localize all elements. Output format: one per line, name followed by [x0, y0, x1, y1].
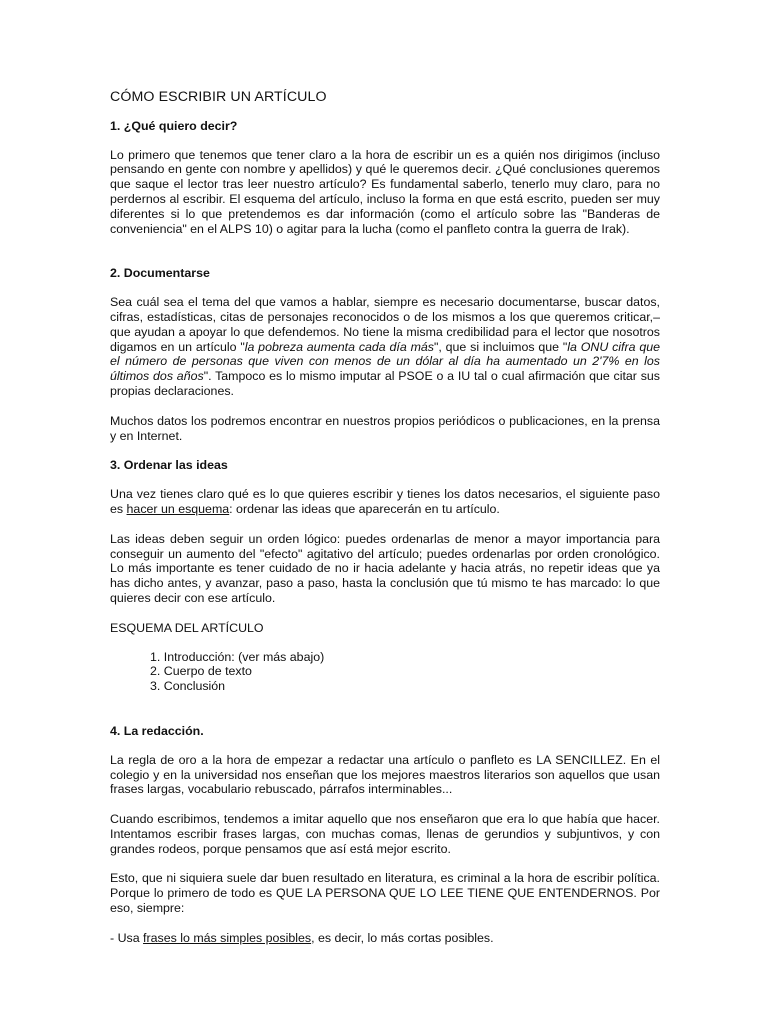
text-run: : ordenar las ideas que aparecerán en tu artículo.	[229, 501, 500, 516]
text-run: - Usa	[110, 930, 144, 945]
schema-list	[150, 650, 660, 694]
list-item: 1. Introducción: (ver más abajo)	[150, 649, 325, 664]
section-2-paragraph-2: Muchos datos los podremos encontrar en nuestros propios periódicos o publicaciones, en la prensa y en Internet.	[110, 413, 660, 443]
underlined-phrase: hacer un esquema	[126, 501, 230, 516]
section-4-paragraph-3: Esto, que ni siquiera suele dar buen resultado en literatura, es criminal a la hora de escribir política. Porque lo primero de todo es QUE LA PERSONA QUE LO LEE TIENE QUE ENTENDERNOS. Por eso, siempre:	[110, 871, 660, 916]
section-2-paragraph-1	[110, 295, 660, 399]
document-page	[110, 90, 660, 961]
section-4-paragraph-2: Cuando escribimos, tendemos a imitar aquello que nos enseñaron que era lo que había que hacer. Intentamos escribir frases largas, con muchas comas, llenas de gerundios y subjuntivos, y con grandes rodeos, porque pensamos que así está mejor escrito.	[110, 812, 660, 856]
section-3-paragraph-1	[110, 487, 660, 517]
italic-quote-1: la pobreza aumenta cada día más	[244, 339, 434, 354]
section-heading-3: 3. Ordenar las ideas	[110, 458, 228, 473]
schema-title: ESQUEMA DEL ARTÍCULO	[110, 620, 264, 635]
section-4-paragraph-1: La regla de oro a la hora de empezar a redactar una artículo o panfleto es LA SENCILLEZ. En el colegio y en la universidad nos enseñan que los mejores maestros literarios son aquellos que usan frases largas, vocabulario rebuscado, párrafos interminables...	[110, 752, 660, 797]
section-4-paragraph-4	[110, 931, 660, 946]
section-heading-2: 2. Documentarse	[110, 266, 210, 281]
document-title: CÓMO ESCRIBIR UN ARTÍCULO	[110, 89, 327, 105]
section-3-paragraph-2: Las ideas deben seguir un orden lógico: puedes ordenarlas de menor a mayor importancia para conseguir un aumento del "efecto" agitativo del artículo; puedes ordenarlas por orden cronológico. Lo más importante es tener cuidado de no ir hacia adelante y hacia atrás, no repetir ideas que ya has dicho antes, y avanzar, paso a paso, hasta la conclusión que tú mismo te has marcado: lo que quieres decir con ese artículo.	[110, 531, 660, 605]
text-run: Sea cuál sea el tema del que vamos a hablar, siempre es necesario documentarse, buscar datos, cifras, estadísticas, citas de personajes reconocidos o de los mismos a los que queremos criticar,–que ayudan a apoyar lo que defendemos. No tiene la misma credibilidad para el lector que nosotros digamos en un artículo "	[110, 295, 660, 354]
section-heading-1: 1. ¿Qué quiero decir?	[110, 118, 238, 133]
text-run: ", que si incluimos que "	[433, 339, 568, 354]
text-run: , es decir, lo más cortas posibles.	[311, 930, 494, 945]
section-heading-4: 4. La redacción.	[110, 723, 204, 738]
italic-quote-2: la ONU cifra que el número de personas que viven con menos de un dólar al día ha aumentado un 2'7% en los últimos dos años	[110, 339, 661, 384]
underlined-phrase: frases lo más simples posibles	[143, 930, 312, 945]
text-run: ". Tampoco es lo mismo imputar al PSOE o a IU tal o cual afirmación que citar sus propias declaraciones.	[110, 369, 661, 398]
section-1-paragraph: Lo primero que tenemos que tener claro a la hora de escribir un es a quién nos dirigimos (incluso pensando en gente con nombre y apellidos) y qué le queremos decir. ¿Qué conclusiones queremos que saque el lector tras leer nuestro artículo? Es fundamental saberlo, tenerlo muy claro, para no perdernos al escribir. El esquema del artículo, incluso la forma en que está escrito, pueden ser muy diferentes si lo que pretendemos es dar información (como el artículo sobre las "Banderas de conveniencia" en el ALPS 10) o agitar para la lucha (como el panfleto contra la guerra de Irak).	[110, 147, 660, 236]
list-item: 3. Conclusión	[150, 679, 226, 694]
text-run: Una vez tienes claro qué es lo que quieres escribir y tienes los datos necesarios, el siguiente paso es	[110, 487, 660, 516]
list-item: 2. Cuerpo de texto	[150, 664, 252, 679]
